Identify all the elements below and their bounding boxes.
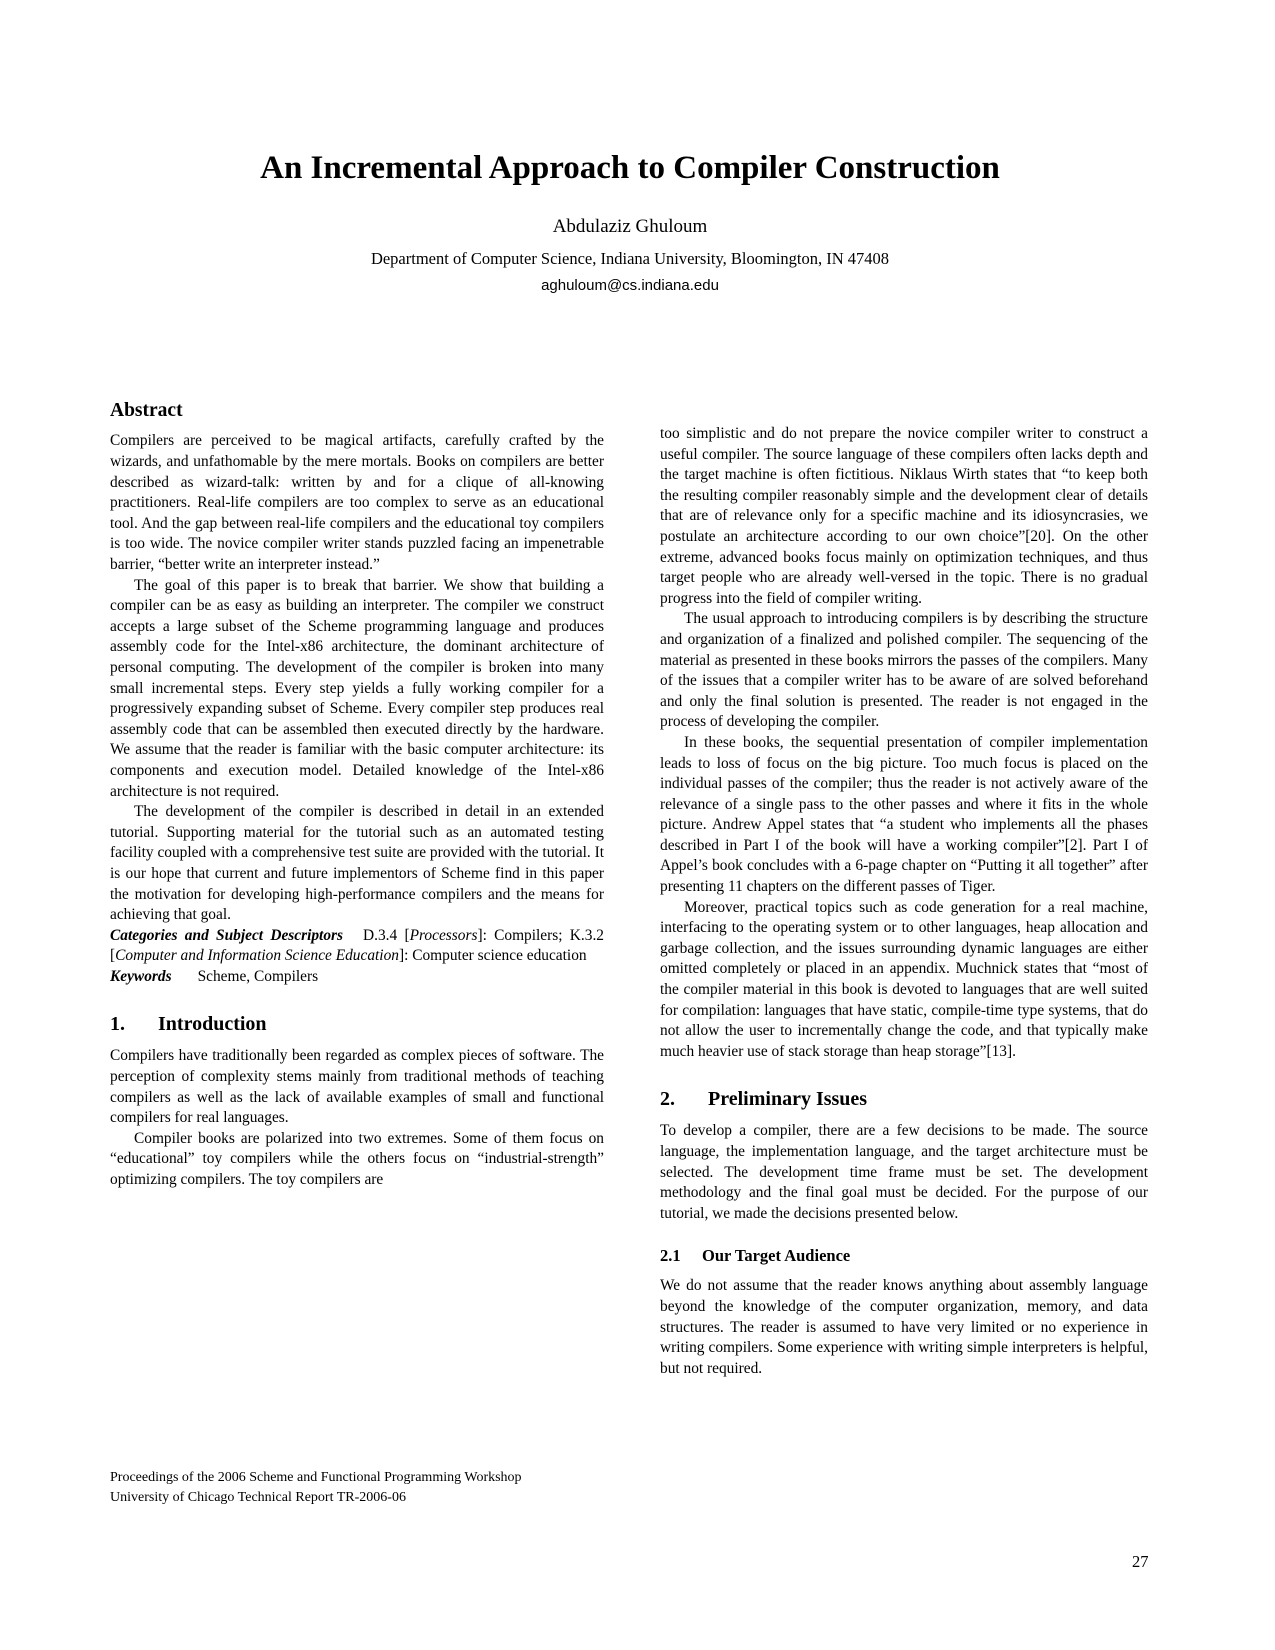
abstract-paragraph-2: The goal of this paper is to break that barrier. We show that building a compiler can be as easy as building an interpreter. The compiler we construct accepts a large subset of the Scheme programming language and produces assembly code for the Intel-x86 architecture, the dominant architecture of personal computing. The development of the compiler is broken into many small incremental steps. Every step yields a fully working compiler for a progressively expanding subset of Scheme. Every compiler step produces real assembly code that can be assembled then executed directly by the hardware. We assume that the reader is familiar with the basic computer architecture: its components and execution model. Detailed knowledge of the Intel-x86 architecture is not required. (110, 576, 604, 800)
section-2-heading (660, 1088, 1148, 1111)
title-block (110, 150, 1150, 294)
abstract-paragraph-1: Compilers are perceived to be magical artifacts, carefully crafted by the wizards, and unfathomable by the mere mortals. Books on compilers are better described as wizard-talk: written by and for a clique of all-knowing practitioners. Real-life compilers are too complex to serve as an educational tool. And the gap between real-life compilers and the educational toy compilers is too wide. The novice compiler writer stands puzzled facing an impenetrable barrier, “better write an interpreter instead.” (110, 432, 604, 573)
section-2-paragraph: To develop a compiler, there are a few decisions to be made. The source language, the implementation language, and the target architecture must be selected. The development time frame must be set. The development methodology and the final goal must be decided. For the purpose of our tutorial, we made the decisions presented below. (660, 1122, 1148, 1222)
paper-title: An Incremental Approach to Compiler Construction (260, 150, 1000, 186)
section-2-1-number: 2.1 (660, 1246, 681, 1266)
categories-text: ]: Computer science education (398, 947, 587, 965)
categories-line (110, 926, 604, 967)
footer-note (110, 1468, 522, 1507)
intro-paragraph-1: Compilers have traditionally been regarded as complex pieces of software. The perception of complexity stems mainly from traditional methods of teaching compilers as well as the lack of available examples of small and functional compilers for real languages. (110, 1047, 604, 1127)
categories-text: D.3.4 [ (363, 926, 410, 944)
section-1-heading (110, 1013, 604, 1036)
categories-text: ]: Compilers; K.3.2 [ (110, 926, 604, 965)
affiliation: Department of Computer Science, Indiana University, Bloomington, IN 47408 (370, 248, 890, 268)
body-paragraph: Moreover, practical topics such as code generation for a real machine, interfacing to the operating system or to other languages, heap allocation and garbage collection, and the issues surrounding dynamic languages are either omitted completely or placed in an appendix. Muchnick states that “most of the compiler material in this book is devoted to languages that are well suited for compilation: languages that have static, compile-time type systems, that do not allow the user to incrementally change the code, and that typically make much heavier use of stack storage than heap storage”[13]. (660, 898, 1148, 1060)
abstract-heading: Abstract (110, 400, 183, 421)
keywords-label: Keywords (110, 967, 172, 985)
body-paragraph: In these books, the sequential presentation of compiler implementation leads to loss of focus on the big picture. Too much focus is placed on the individual passes of the compiler; thus the reader is not actively aware of the relevance of a single pass to the other passes and where it fits in the whole picture. Andrew Appel states that “a student who implements all the phases described in Part I of the book will have a working compiler”[2]. Part I of Appel’s book concludes with a 6-page chapter on “Putting it all together” after presenting 11 chapters on the different passes of Tiger. (660, 733, 1148, 896)
page-number: 27 (1132, 1552, 1149, 1571)
body-paragraph: The usual approach to introducing compilers is by describing the structure and organization of a finalized and polished compiler. The sequencing of the material as presented in these books mirrors the passes of the compilers. Many of the issues that a compiler writer has to be aware of are solved beforehand and only the final solution is presented. The reader is not engaged in the process of developing the compiler. (660, 610, 1148, 731)
section-2-1-title: Our Target Audience (702, 1246, 851, 1266)
author-name: Abdulaziz Ghuloum (552, 215, 708, 237)
categories-italic-term: Computer and Information Science Education (115, 947, 399, 965)
section-2-title: Preliminary Issues (708, 1088, 868, 1111)
footer-line-1: Proceedings of the 2006 Scheme and Functional Programming Workshop (110, 1470, 522, 1485)
left-column (110, 400, 604, 1191)
abstract-paragraph-3: The development of the compiler is described in detail in an extended tutorial. Supporting material for the tutorial such as an automated testing facility coupled with a comprehensive test suite are provided with the tutorial. It is our hope that current and future implementors of Scheme find in this paper the motivation for developing high-performance compilers and the means for achieving that goal. (110, 803, 604, 924)
categories-italic-term: Processors (409, 926, 478, 944)
right-column (660, 424, 1148, 1379)
footer-line-2: University of Chicago Technical Report TR-2006-06 (110, 1489, 406, 1505)
body-paragraph-continuation: too simplistic and do not prepare the novice compiler writer to construct a useful compiler. The source language of these compilers often lacks depth and the target machine is often fictitious. Niklaus Wirth states that “to keep both the resulting compiler reasonably simple and the development clear of details that are of relevance only for a specific machine and its idiosyncrasies, we postulate an architecture according to our own choice”[20]. On the other extreme, advanced books focus mainly on optimization techniques, and thus target people who are already well-versed in the topic. There is no gradual progress into the field of compiler writing. (660, 425, 1148, 607)
intro-paragraph-2: Compiler books are polarized into two extremes. Some of them focus on “educational” toy compilers while the others focus on “industrial-strength” optimizing compilers. The toy compilers are (110, 1129, 604, 1189)
section-2-number: 2. (660, 1088, 675, 1111)
keywords-line (110, 967, 604, 988)
keywords-text: Scheme, Compilers (197, 967, 319, 985)
email: aghuloum@cs.indiana.edu (541, 276, 719, 294)
categories-label: Categories and Subject Descriptors (110, 926, 344, 944)
section-2-1-heading (660, 1247, 1148, 1266)
section-1-number: 1. (110, 1013, 125, 1036)
section-1-title: Introduction (158, 1013, 267, 1036)
section-2-1-paragraph: We do not assume that the reader knows anything about assembly language beyond the knowledge of the computer organization, memory, and data structures. The reader is assumed to have very limited or no experience in writing compilers. Some experience with writing simple interpreters is helpful, but not required. (660, 1277, 1148, 1377)
